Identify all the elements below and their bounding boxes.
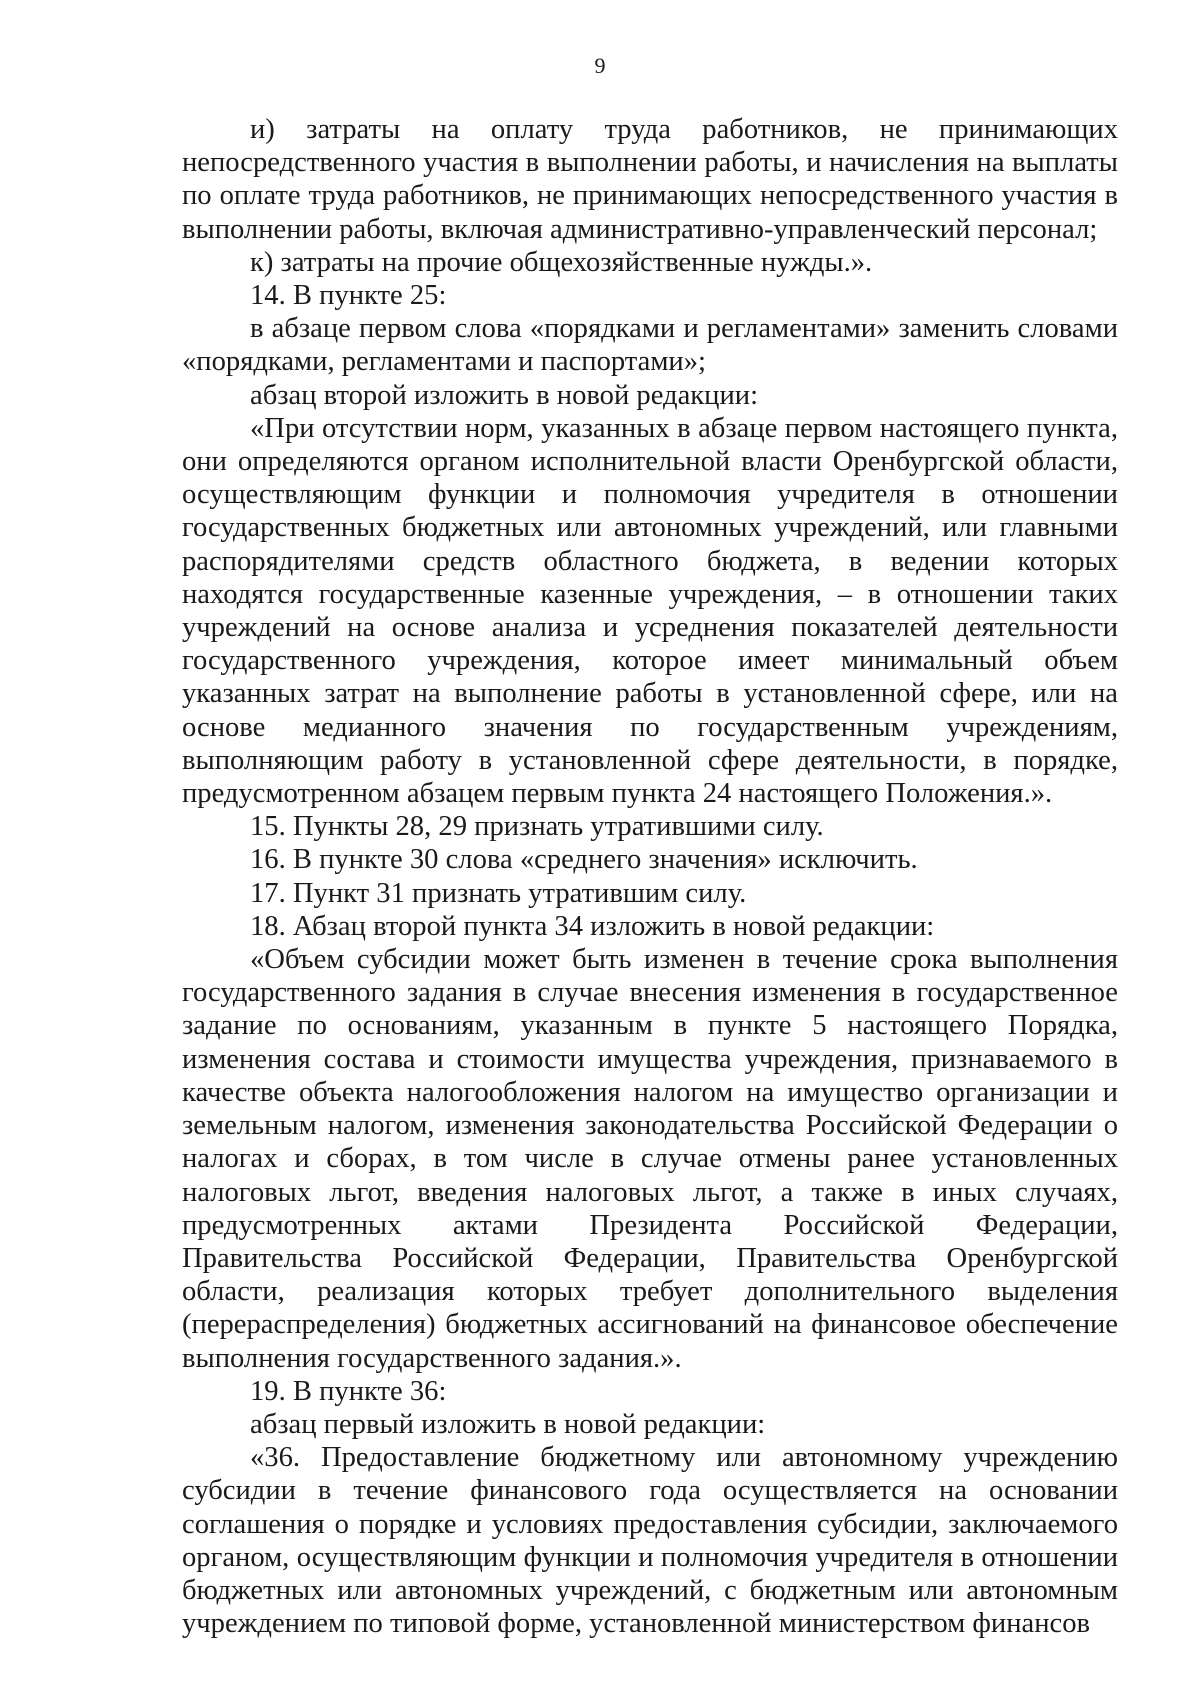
- paragraph-point-19: 19. В пункте 36:: [250, 1375, 447, 1407]
- paragraph-item-k: к) затраты на прочие общехозяйственные нужды.».: [250, 246, 873, 278]
- paragraph-point-15: 15. Пункты 28, 29 признать утратившими силу.: [250, 811, 824, 843]
- paragraph-point-17: 17. Пункт 31 признать утратившим силу.: [250, 877, 747, 909]
- paragraph-item-i: и) затраты на оплату труда работников, не принимающих непосредственного участия в выполнении работы, и начисления на выплаты по оплате труда работников, не принимающих непосредственного участия в выполнении работы, включая административно-управленческий персонал;: [182, 114, 1118, 245]
- paragraph-36-new-text: «36. Предоставление бюджетному или автономному учреждению субсидии в течение финансового года осуществляется на основании соглашения о порядке и условиях предоставления субсидии, заключаемого органом, осуществляющим функции и полномочия учредителя в отношении бюджетных или автономных учреждений, с бюджетным или автономным учреждением по типовой форме, установленной министерством финансов: [182, 1442, 1118, 1640]
- paragraph-point-18: 18. Абзац второй пункта 34 изложить в новой редакции:: [250, 910, 935, 942]
- page-number: 9: [594, 53, 606, 78]
- paragraph-19-first-abzac: абзац первый изложить в новой редакции:: [250, 1408, 766, 1440]
- paragraph-14-second-abzac: абзац второй изложить в новой редакции:: [250, 379, 759, 411]
- paragraph-point-16: 16. В пункте 30 слова «среднего значения» исключить.: [250, 844, 918, 876]
- paragraph-14-new-text: «При отсутствии норм, указанных в абзаце первом настоящего пункта, они определяются органом исполнительной власти Оренбургской области, осуществляющим функции и полномочия учредителя в отношении государственных бюджетных или автономных учреждений, или главными распорядителями средств областного бюджета, в ведении которых находятся государственные казенные учреждения, – в отношении таких учреждений на основе анализа и усреднения показателей деятельности государственного учреждения, которое имеет минимальный объем указанных затрат на выполнение работы в установленной сфере, или на основе медианного значения по государственным учреждениям, выполняющим работу в установленной сфере деятельности, в порядке, предусмотренном абзацем первым пункта 24 настоящего Положения.».: [182, 412, 1118, 810]
- paragraph-18-new-text: «Объем субсидии может быть изменен в течение срока выполнения государственного задания в случае внесения изменения в государственное задание по основаниям, указанным в пункте 5 настоящего Порядка, изменения состава и стоимости имущества учреждения, признаваемого в качестве объекта налогообложения налогом на имущество организации и земельным налогом, изменения законодательства Российской Федерации о налогах и сборах, в том числе в случае отмены ранее установленных налоговых льгот, введения налоговых льгот, а также в иных случаях, предусмотренных актами Президента Российской Федерации, Правительства Российской Федерации, Правительства Оренбургской области, реализация которых требует дополнительного выделения (перераспределения) бюджетных ассигнований на финансовое обеспечение выполнения государственного задания.».: [182, 944, 1118, 1374]
- paragraph-point-14: 14. В пункте 25:: [250, 280, 447, 312]
- paragraph-14-first-abzac: в абзаце первом слова «порядками и регламентами» заменить словами «порядками, регламентами и паспортами»;: [182, 313, 1118, 378]
- document-body: [182, 113, 1118, 1640]
